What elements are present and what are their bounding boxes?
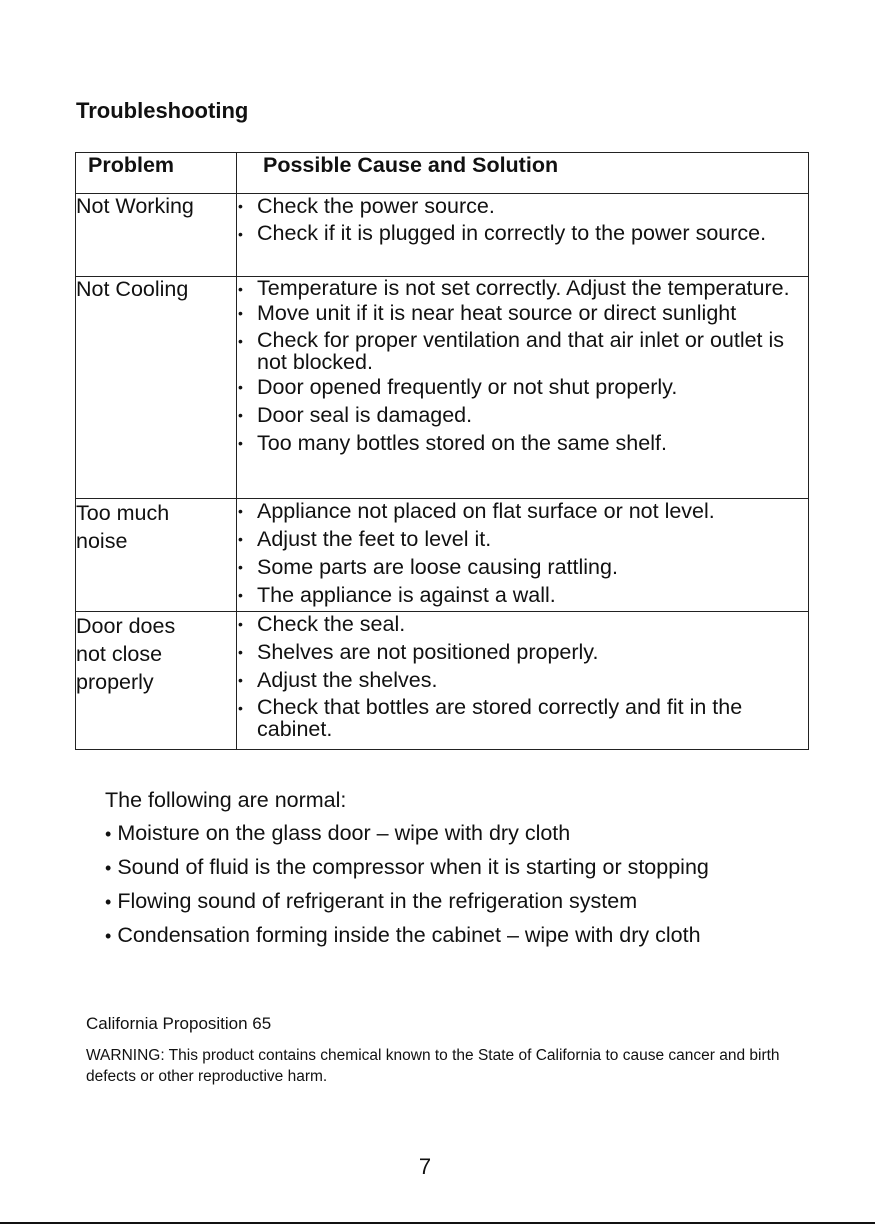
bullet-icon: •: [238, 672, 243, 688]
bullet-icon: •: [105, 926, 112, 946]
table-header-row: [76, 153, 809, 194]
problem-cell: [76, 194, 237, 277]
table-row: [76, 612, 809, 750]
proposition-warning: WARNING: This product contains chemical known to the State of California to cause cancer and birth defects or other reproductive harm.: [86, 1047, 780, 1085]
bullet-icon: •: [238, 333, 243, 349]
page-title: Troubleshooting: [76, 98, 249, 123]
problem-cell: [76, 612, 237, 750]
normal-list: [105, 817, 805, 953]
bullet-icon: •: [238, 531, 243, 547]
bullet-icon: •: [238, 226, 243, 242]
solution-cell: [237, 277, 809, 499]
header-problem: Problem: [76, 153, 237, 194]
cause-list: [237, 277, 808, 455]
problem-label: not close: [76, 642, 163, 666]
list-item: • Condensation forming inside the cabinet – wipe with dry cloth: [105, 923, 701, 947]
problem-cell: [76, 499, 237, 612]
normal-conditions: [105, 784, 805, 953]
bullet-icon: •: [238, 305, 243, 321]
troubleshooting-table: [75, 152, 809, 750]
table-row: [76, 194, 809, 277]
list-item: • Flowing sound of refrigerant in the refrigeration system: [105, 889, 638, 913]
problem-label: Not Working: [76, 194, 194, 218]
problem-label: Too much: [76, 501, 170, 525]
bullet-icon: •: [238, 644, 243, 660]
cause-item: • Temperature is not set correctly. Adjust the temperature.: [238, 276, 790, 300]
cause-item: • Move unit if it is near heat source or direct sunlight: [238, 301, 737, 325]
cause-item: • Check the power source.: [238, 194, 495, 218]
problem-label: Not Cooling: [76, 277, 189, 301]
proposition-title: California Proposition 65: [86, 1014, 272, 1033]
solution-cell: [237, 612, 809, 750]
solution-cell: [237, 194, 809, 277]
cause-item: • Appliance not placed on flat surface or not level.: [238, 499, 715, 523]
problem-label: Door does: [76, 614, 176, 638]
bullet-icon: •: [238, 198, 243, 214]
cause-item: • Shelves are not positioned properly.: [238, 640, 599, 664]
cause-item: • Check if it is plugged in correctly to the power source.: [238, 221, 767, 245]
bullet-icon: •: [238, 407, 243, 423]
cause-item: • Adjust the feet to level it.: [238, 527, 492, 551]
bullet-icon: •: [238, 616, 243, 632]
page-number: 7: [418, 1154, 432, 1179]
cause-item: • Check that bottles are stored correctly and fit in the cabinet.: [238, 695, 743, 741]
bottom-rule: [0, 1222, 875, 1224]
table-row: [76, 499, 809, 612]
cause-item: • Check the seal.: [238, 612, 406, 636]
cause-list: [237, 194, 808, 244]
bullet-icon: •: [238, 281, 243, 297]
header-cause-solution: Possible Cause and Solution: [237, 153, 809, 194]
bullet-icon: •: [105, 858, 112, 878]
cause-item: • Door opened frequently or not shut properly.: [238, 375, 678, 399]
problem-label: properly: [76, 670, 154, 694]
problem-label: noise: [76, 529, 128, 553]
cause-item: • Too many bottles stored on the same shelf.: [238, 431, 667, 455]
problem-cell: [76, 277, 237, 499]
cause-item: • Check for proper ventilation and that air inlet or outlet is not blocked.: [238, 328, 785, 374]
bullet-icon: •: [238, 379, 243, 395]
bullet-icon: •: [238, 435, 243, 451]
normal-intro: The following are normal:: [105, 788, 347, 812]
bullet-icon: •: [238, 700, 243, 716]
bullet-icon: •: [238, 559, 243, 575]
list-item: • Sound of fluid is the compressor when it is starting or stopping: [105, 855, 709, 879]
cause-item: • The appliance is against a wall.: [238, 583, 556, 607]
bullet-icon: •: [238, 503, 243, 519]
bullet-icon: •: [238, 587, 243, 603]
solution-cell: [237, 499, 809, 612]
bullet-icon: •: [105, 824, 112, 844]
table-row: [76, 277, 809, 499]
cause-item: • Some parts are loose causing rattling.: [238, 555, 618, 579]
list-item: • Moisture on the glass door – wipe with dry cloth: [105, 821, 571, 845]
cause-item: • Adjust the shelves.: [238, 668, 438, 692]
bullet-icon: •: [105, 892, 112, 912]
cause-list: [237, 612, 808, 740]
cause-list: [237, 499, 808, 607]
cause-item: • Door seal is damaged.: [238, 403, 473, 427]
